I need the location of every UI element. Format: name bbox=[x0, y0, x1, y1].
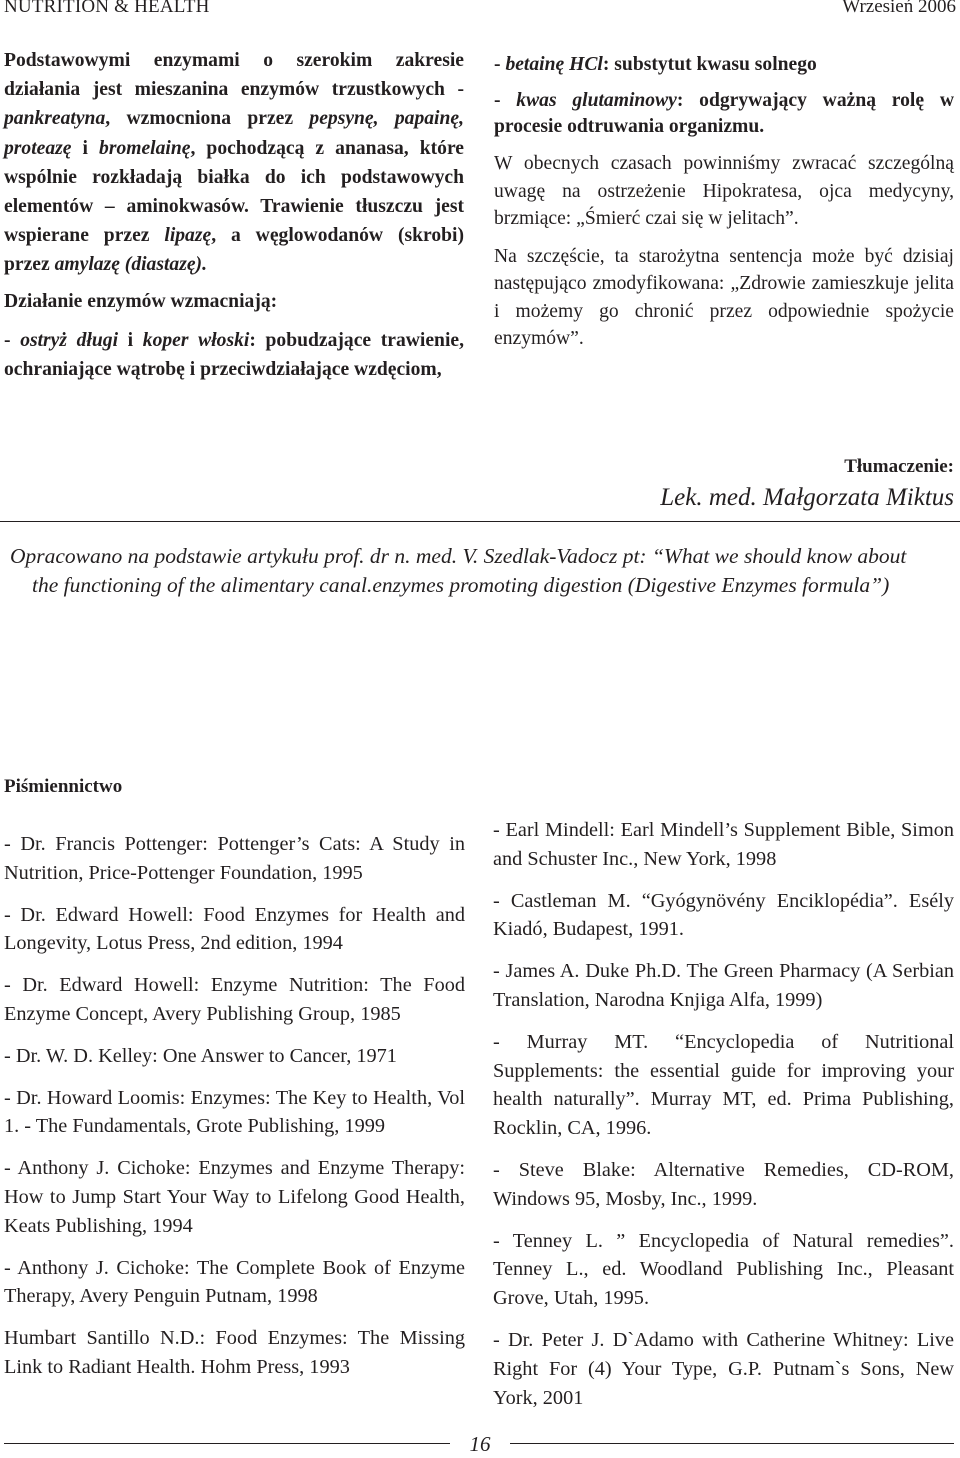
reference-item: - James A. Duke Ph.D. The Green Pharmacy (A Serbian Translation, Narodna Knjiga Alfa, 1999) bbox=[493, 960, 954, 1011]
reference-item: - Castleman M. “Gyógynövény Enciklopédia”. Esély Kiadó, Budapest, 1991. bbox=[493, 889, 954, 941]
header-journal-title: NUTRITION & HEALTH bbox=[4, 0, 210, 17]
reference-item: - Dr. Edward Howell: Food Enzymes for Health and Longevity, Lotus Press, 2nd edition, 1994 bbox=[4, 903, 465, 955]
enzyme-boosters-heading: Działanie enzymów wzmacniają: bbox=[4, 290, 278, 312]
conclusion-paragraph: Na szczęście, ta starożytna sentencja może być dzisiaj następująco zmodyfikowana: „Zdrowie zamieszkuje jelita i możemy go chronić przez odpowiednie spożycie enzymów”. bbox=[494, 245, 954, 350]
reference-item: - Tenney L. ” Encyclopedia of Natural remedies”. Tenney L., ed. Woodland Publishing Inc., Pleasant Grove, Utah, 1995. bbox=[493, 1229, 954, 1310]
left-column bbox=[4, 46, 464, 384]
source-line-2: the functioning of the alimentary canal.enzymes promoting digestion (Digestive Enzymes formula”) bbox=[32, 573, 890, 597]
translation-label: Tłumaczenie: bbox=[844, 456, 954, 477]
references-right-column bbox=[493, 816, 954, 1425]
reference-item: - Dr. Howard Loomis: Enzymes: The Key to Health, Vol 1. - The Fundamentals, Grote Publishing, 1999 bbox=[4, 1086, 465, 1138]
page-number: 16 bbox=[450, 1432, 510, 1457]
enzymes-paragraph: Podstawowymi enzymami o szerokim zakresie działania jest mieszanina enzymów trzustkowych - pankreatyna, wzmocniona przez pepsynę, papainę, proteazę i bromelainę, pochodzącą z ananasa, które wspólnie rozkładają białka do ich podstawowych elementów – aminokwasów. Trawienie tłuszczu jest wspierane przez lipazę, a węglowodanów (skrobi) przez amylazę (diastazę). bbox=[4, 50, 464, 276]
reference-item: - Anthony J. Cichoke: The Complete Book of Enzyme Therapy, Avery Penguin Putnam, 1998 bbox=[4, 1256, 465, 1308]
reference-item: - Anthony J. Cichoke: Enzymes and Enzyme Therapy: How to Jump Start Your Way to Lifelong Good Health, Keats Publishing, 1994 bbox=[4, 1157, 465, 1237]
boosters-item-glutamic-acid: - kwas glutaminowy: odgrywający ważną rolę w procesie odtruwania organizmu. bbox=[494, 90, 954, 138]
reference-item: - Dr. W. D. Kelley: One Answer to Cancer, 1971 bbox=[4, 1044, 397, 1067]
header-date: Wrzesień 2006 bbox=[842, 0, 956, 17]
hippocrates-paragraph: W obecnych czasach powinniśmy zwracać szczególną uwagę na ostrzeżenie Hipokratesa, ojca medycyny, brzmiące: „Śmierć czai się w jelitach”. bbox=[494, 153, 954, 230]
reference-item: - Steve Blake: Alternative Remedies, CD-ROM, Windows 95, Mosby, Inc., 1999. bbox=[493, 1158, 954, 1210]
references-left-column bbox=[4, 830, 465, 1395]
source-line-1: Opracowano na podstawie artykułu prof. dr n. med. V. Szedlak-Vadocz pt: “What we should know about bbox=[10, 544, 907, 568]
reference-item: - Dr. Peter J. D`Adamo with Catherine Whitney: Live Right For (4) Your Type, G.P. Putnam`s Sons, New York, 2001 bbox=[493, 1328, 954, 1409]
reference-item: Humbart Santillo N.D.: Food Enzymes: The Missing Link to Radiant Health. Hohm Press, 1993 bbox=[4, 1327, 465, 1378]
references-title: Piśmiennictwo bbox=[4, 776, 123, 797]
boosters-item-fennel: - ostryż długi i koper włoski: pobudzające trawienie, ochraniające wątrobę i przeciwdziałające wzdęciom, bbox=[4, 329, 464, 381]
boosters-item-betaine: - betainę HCl: substytut kwasu solnego bbox=[494, 54, 817, 75]
section-divider bbox=[0, 521, 960, 522]
source-note bbox=[10, 542, 950, 600]
right-column bbox=[494, 50, 954, 353]
reference-item: - Dr. Edward Howell: Enzyme Nutrition: The Food Enzyme Concept, Avery Publishing Group, 1985 bbox=[4, 974, 465, 1025]
translator-name: Lek. med. Małgorzata Miktus bbox=[660, 484, 954, 511]
reference-item: - Dr. Francis Pottenger: Pottenger’s Cats: A Study in Nutrition, Price-Pottenger Foundation, 1995 bbox=[4, 833, 465, 884]
reference-item: - Earl Mindell: Earl Mindell’s Supplement Bible, Simon and Schuster Inc., New York, 1998 bbox=[493, 819, 954, 870]
translation-credit bbox=[660, 456, 954, 512]
reference-item: - Murray MT. “Encyclopedia of Nutritional Supplements: the essential guide for improving your health naturally”. Murray MT, ed. Prima Publishing, Rocklin, CA, 1996. bbox=[493, 1030, 954, 1140]
